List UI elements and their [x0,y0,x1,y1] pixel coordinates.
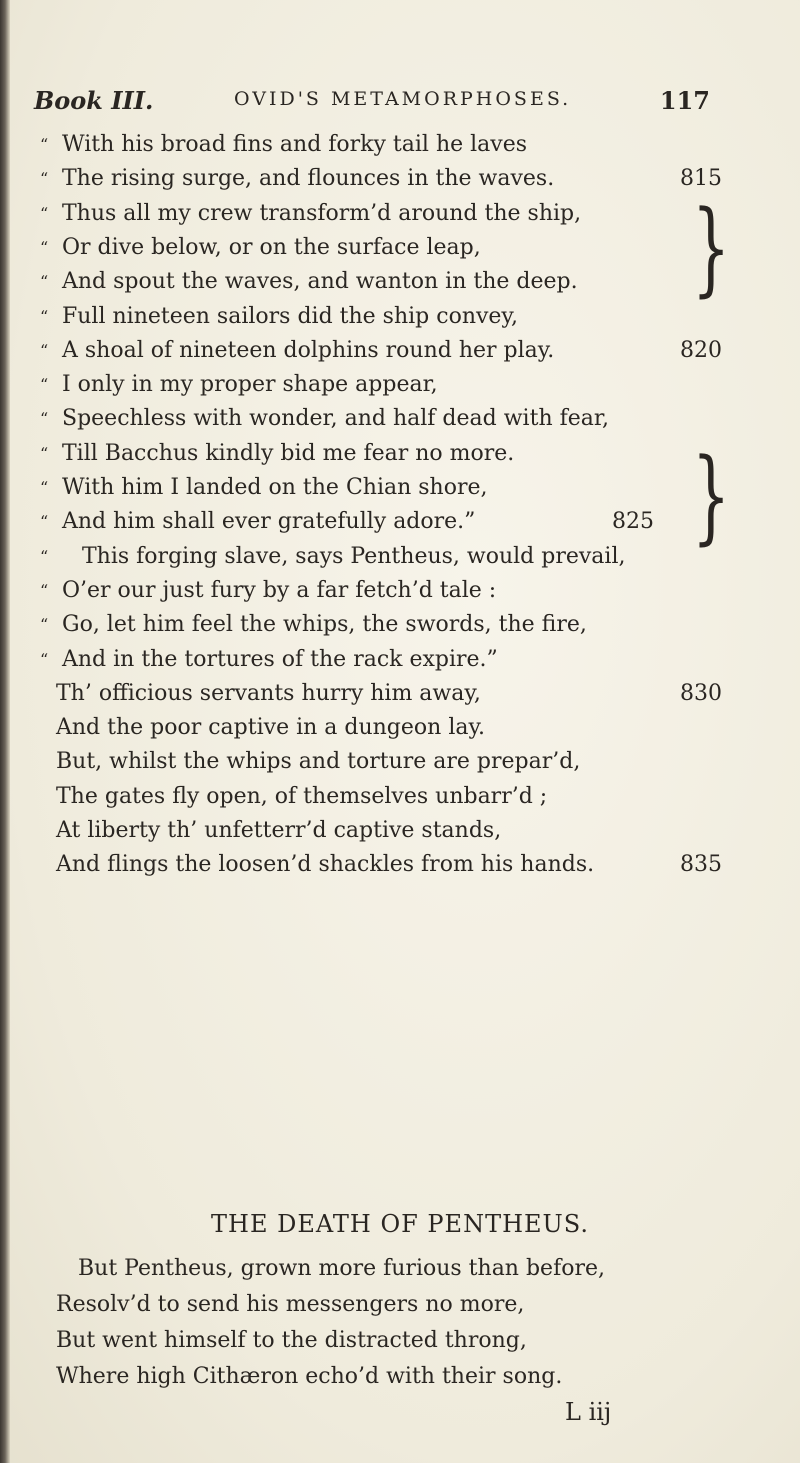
verse-line [0,300,800,334]
verse-text: Speechless with wonder, and half dead with fear, [62,406,609,432]
verse-text: But went himself to the distracted throng, [56,1328,527,1353]
verse-line [0,677,800,711]
quote-mark: “ [40,615,49,635]
page-number: 117 [659,86,710,115]
quote-mark: “ [40,135,49,154]
quote-mark: “ [40,203,49,223]
verse-line [0,402,800,436]
verse-text: Th’ officious servants hurry him away, [56,680,481,706]
signature-mark: L iij [565,1398,612,1426]
line-number: 815 [680,166,722,192]
verse-line [0,745,800,779]
verse-text: The gates fly open, of themselves unbarr’d ; [56,783,548,809]
section-line [0,1360,800,1394]
verse-text: With his broad fins and forky tail he laves [62,132,528,157]
verse-line [0,643,800,677]
verse-line [0,265,800,299]
quote-mark: “ [40,272,49,292]
quote-mark: “ [40,306,49,326]
section-line [0,1324,800,1358]
verse-text: And the poor captive in a dungeon lay. [56,715,485,741]
verse-line [0,540,800,574]
triplet-brace: } [692,189,731,309]
verse-line [0,574,800,608]
verse-text: Or dive below, or on the surface leap, [62,234,481,260]
verse-text: Full nineteen sailors did the ship convey, [62,303,518,329]
quote-mark: “ [40,478,49,497]
verse-text: A shoal of nineteen dolphins round her play. [62,337,555,363]
running-head [34,86,710,122]
quote-mark: “ [40,546,49,566]
verse-line [0,848,800,882]
verse-line [0,814,800,848]
verse-line [0,128,800,162]
verse-text: This forging slave, says Pentheus, would prevail, [82,543,626,569]
quote-mark: “ [40,580,49,600]
section-line [0,1252,800,1286]
book-label: Book III. [34,86,154,115]
verse-text: At liberty th’ unfetterr’d captive stands, [56,818,502,843]
verse-text: Thus all my crew transform’d around the ship, [62,200,582,226]
quote-mark: “ [40,375,49,395]
quote-mark: “ [40,340,49,360]
triplet-brace: } [692,437,731,557]
section-heading: THE DEATH OF PENTHEUS. [211,1210,589,1238]
verse-text: The rising surge, and flounces in the waves. [62,166,555,192]
verse-line [0,334,800,368]
line-number: 830 [680,680,722,706]
line-number: 835 [680,852,722,878]
verse-line [0,505,800,539]
verse-line [0,368,800,402]
verse-line [0,197,800,231]
verse-text: Where high Cithæron echo’d with their song. [56,1364,563,1389]
verse-text: I only in my proper shape appear, [62,372,438,398]
verse-text: And spout the waves, and wanton in the deep. [62,269,578,295]
verse-text: And in the tortures of the rack expire.” [62,646,498,672]
verse-text: But, whilst the whips and torture are prepar’d, [56,749,581,775]
quote-mark: “ [40,512,49,532]
verse-line [0,711,800,745]
line-number: 820 [680,337,722,363]
verse-text: Till Bacchus kindly bid me fear no more. [62,440,515,466]
line-number: 825 [612,509,654,535]
verse-line [0,780,800,814]
verse-line [0,162,800,196]
verse-text: Go, let him feel the whips, the swords, the fire, [62,612,587,638]
running-title: OVID'S METAMORPHOSES. [234,88,572,110]
quote-mark: “ [40,169,49,189]
verse-line [0,231,800,265]
quote-mark: “ [40,443,49,463]
section-line [0,1288,800,1322]
verse-text: Resolv’d to send his messengers no more, [56,1292,525,1317]
quote-mark: “ [40,409,49,429]
verse-line [0,471,800,505]
verse-text: And him shall ever gratefully adore.” [62,509,476,535]
verse-text: O’er our just fury by a far fetch’d tale : [62,577,497,603]
verse-text: But Pentheus, grown more furious than before, [78,1256,605,1281]
verse-line [0,437,800,471]
verse-text: And flings the loosen’d shackles from his hands. [56,852,595,878]
quote-mark: “ [40,649,49,669]
verse-line [0,608,800,642]
verse-text: With him I landed on the Chian shore, [62,475,488,500]
quote-mark: “ [40,237,49,257]
